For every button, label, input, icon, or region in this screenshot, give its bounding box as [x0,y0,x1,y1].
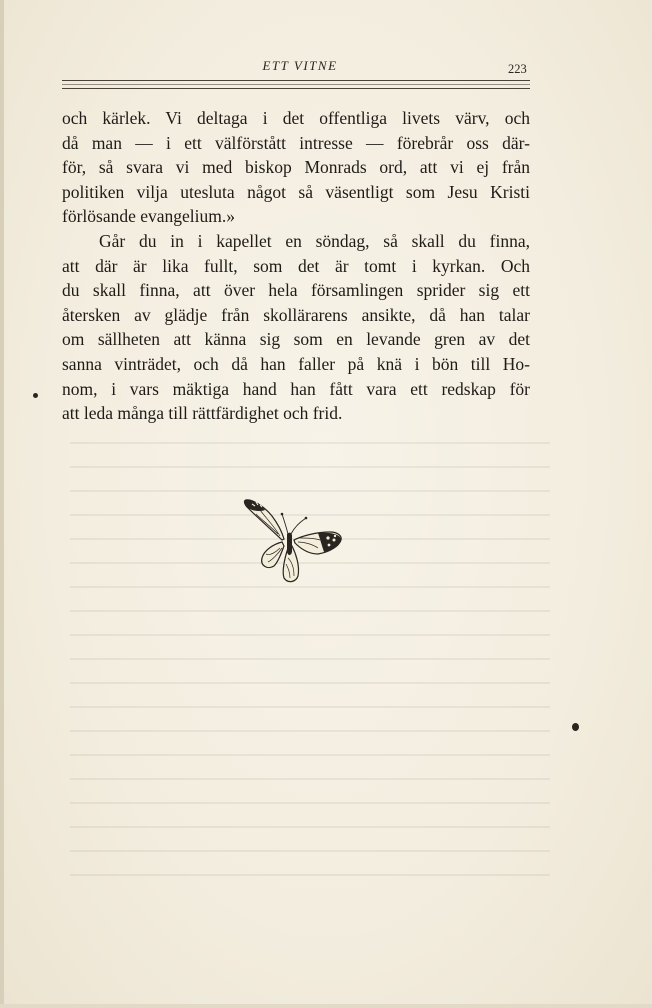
text-line: Går du in i kapellet en söndag, så skall du finna, [99,230,530,251]
text-line: och kärlek. Vi deltaga i det offentliga livets värv, och [62,108,530,128]
text-line: sanna vinträdet, och då han faller på knä i bön till Ho- [62,353,530,374]
text-line: då man — i ett välförstått intresse — förebrår oss där- [62,132,530,153]
page-edge-left [0,0,4,1008]
page-edge-bottom [0,1004,652,1008]
header-rule [62,84,530,85]
text-line: förlösande evangelium.» [62,206,236,227]
text-line: nom, i vars mäktiga hand han fått vara ett redskap för [62,378,530,399]
header-rule [62,88,530,89]
text-line: att där är lika fullt, som det är tomt i kyrkan. Och [62,255,530,276]
ink-speck [572,723,579,731]
text-line: att leda många till rättfärdighet och frid. [62,403,343,424]
text-line: om sällheten att känna sig som en levande gren av det [62,329,530,350]
page-number: 223 [508,62,527,76]
text-line: du skall finna, att över hela församlingen sprider sig ett [62,280,530,301]
body-text [62,106,530,426]
text-line: återsken av glädje från skollärarens ansikte, då han talar [62,304,530,325]
header-rule [62,80,530,81]
butterfly-vignette-icon [238,492,346,588]
running-title: ETT VITNE [262,58,338,73]
ink-speck [33,393,38,398]
text-line: politiken vilja utesluta något så väsentligt som Jesu Kristi [62,181,530,202]
text-line: för, så svara vi med biskop Monrads ord, att vi ej från [62,157,530,178]
